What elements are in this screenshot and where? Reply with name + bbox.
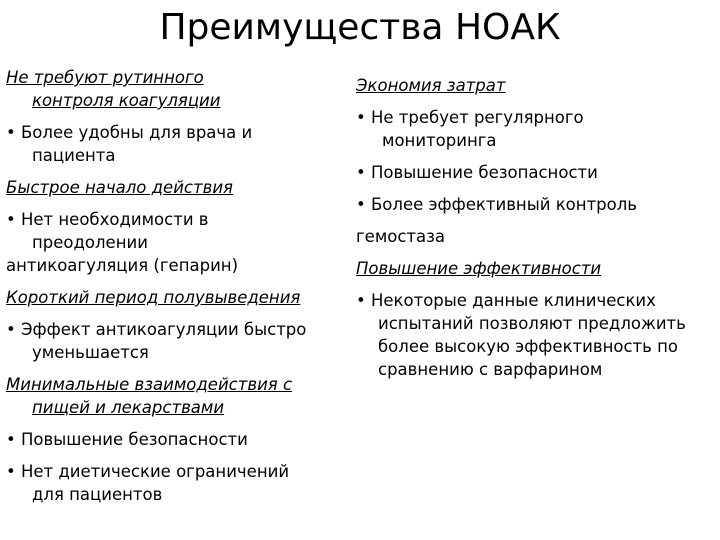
bullet-no-monitoring-cont: мониторинга (382, 131, 497, 150)
bullet-clinical-data: • Некоторые данные клинических (356, 291, 656, 310)
bullet-convenient-cont: пациента (32, 146, 116, 165)
bullet-safety: • Повышение безопасности (6, 430, 248, 449)
bullet-hemostasis-control-cont: гемостаза (356, 227, 446, 246)
bullet-no-bridging-cont2: антикоагуляция (гепарин) (6, 256, 239, 275)
bullet-convenient: • Более удобны для врача и (6, 123, 253, 142)
bullet-clinical-data-cont2: более высокую эффективность по (378, 337, 679, 356)
heading-minimal-interactions-cont: пищей и лекарствами (32, 398, 225, 417)
heading-short-half-life: Короткий период полувыведения (6, 288, 301, 307)
heading-no-routine-control: Не требуют рутинного (6, 68, 204, 87)
heading-fast-onset: Быстрое начало действия (6, 178, 233, 197)
right-column (356, 74, 716, 381)
slide-title: Преимущества НОАК (159, 7, 561, 48)
bullet-hemostasis-control: • Более эффективный контроль (356, 195, 638, 214)
bullet-increased-safety: • Повышение безопасности (356, 163, 598, 182)
bullet-no-bridging: • Нет необходимости в (6, 210, 209, 229)
left-column (6, 66, 341, 506)
heading-no-routine-control-cont: контроля коагуляции (32, 91, 221, 110)
heading-minimal-interactions: Минимальные взаимодействия с (6, 375, 293, 394)
bullet-clinical-data-cont: испытаний позволяют предложить (378, 314, 686, 333)
bullet-clinical-data-cont3: сравнению с варфарином (378, 360, 603, 379)
heading-cost-savings: Экономия затрат (356, 76, 506, 95)
bullet-no-bridging-cont: преодолении (32, 233, 148, 252)
bullet-fast-offset: • Эффект антикоагуляции быстро (6, 320, 307, 339)
bullet-no-monitoring: • Не требует регулярного (356, 108, 584, 127)
bullet-no-diet-restrictions-cont: для пациентов (32, 485, 163, 504)
heading-increased-efficacy: Повышение эффективности (356, 259, 602, 278)
bullet-no-diet-restrictions: • Нет диетические ограничений (6, 462, 290, 481)
bullet-fast-offset-cont: уменьшается (32, 343, 149, 362)
